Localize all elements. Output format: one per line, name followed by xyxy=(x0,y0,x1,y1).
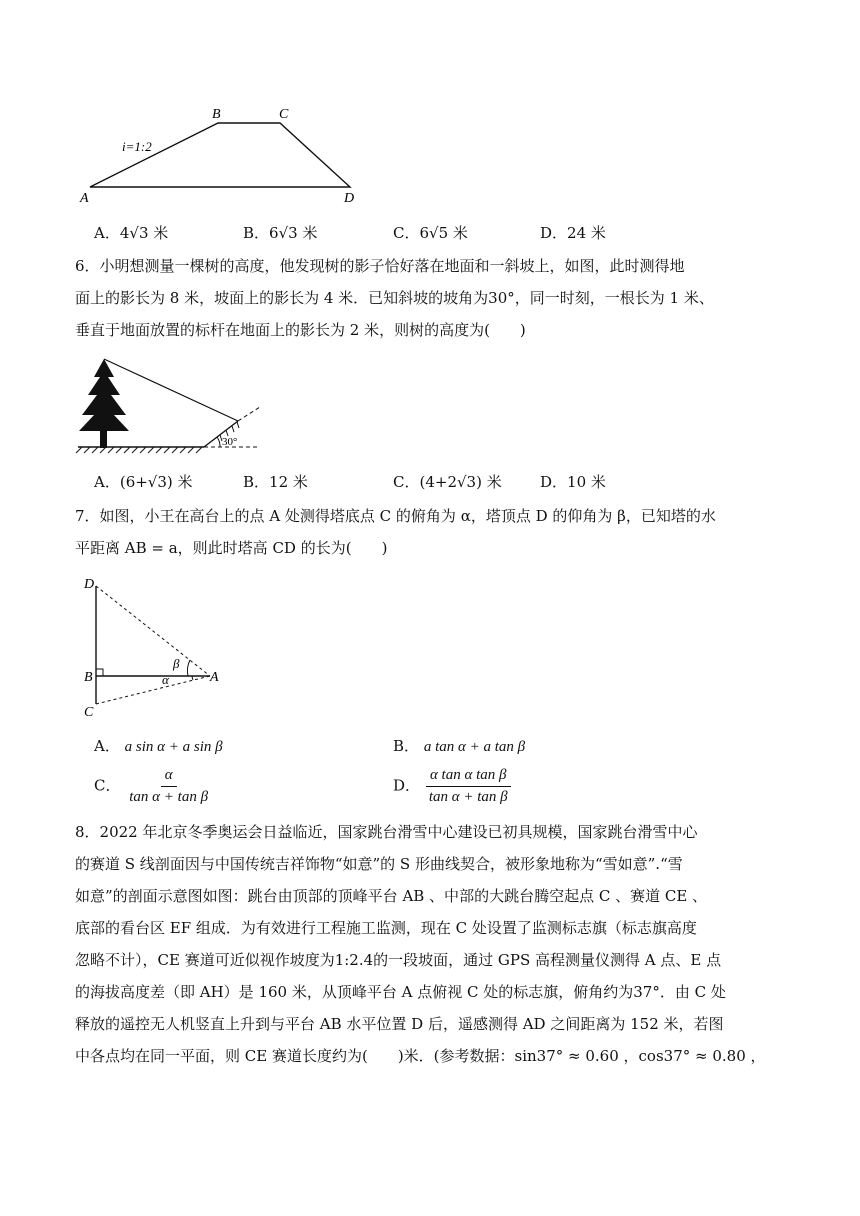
q7-option-a-letter: A． xyxy=(94,737,120,755)
q7-option-c-letter: C． xyxy=(94,776,121,795)
point-b-label: B xyxy=(84,670,93,685)
point-a-label: A xyxy=(210,670,219,685)
q5-option-a-letter: A． xyxy=(94,224,120,242)
q5-option-a-text: 4√3 米 xyxy=(119,224,169,242)
q8-line-1: 8．2022 年北京冬季奥运会日益临近，国家跳台滑雪中心建设已初具规模，国家跳台滑雪中心 xyxy=(75,823,698,841)
q7-option-b-letter: B． xyxy=(393,737,420,755)
q7-option-d-letter: D． xyxy=(393,776,421,795)
q6-option-b[interactable] xyxy=(243,471,308,492)
point-c-label: C xyxy=(84,705,94,720)
alpha-label: α xyxy=(162,672,169,687)
q5-option-a[interactable] xyxy=(94,222,168,243)
q7-option-c-numerator: α xyxy=(161,767,177,787)
point-b-label: B xyxy=(212,107,221,122)
q6-option-b-text: 12 米 xyxy=(269,473,308,491)
point-c-label: C xyxy=(279,107,289,122)
q7-stem xyxy=(75,500,716,564)
q6-option-c[interactable] xyxy=(393,471,502,492)
q7-option-d-denominator: tan α + tan β xyxy=(428,789,508,805)
q7-option-b-text: a tan α + a tan β xyxy=(423,739,526,755)
slope-dashed xyxy=(238,407,260,421)
q6-stem xyxy=(75,250,714,346)
q8-stem xyxy=(75,816,766,1072)
beta-label: β xyxy=(173,656,180,671)
tower-figure xyxy=(80,574,230,720)
tree-shadow-figure xyxy=(74,355,274,455)
point-a-label: A xyxy=(80,191,89,206)
q6-line-1: 6．小明想测量一棵树的高度，他发现树的影子恰好落在地面和一斜坡上，如图，此时测得地 xyxy=(75,257,685,275)
sun-ray-line xyxy=(104,359,238,421)
q7-option-c-fraction xyxy=(125,767,212,806)
q6-option-a-text: (6+√3) 米 xyxy=(119,473,193,491)
q7-option-d[interactable] xyxy=(393,767,512,806)
q5-option-b-text: 6√3 米 xyxy=(269,224,318,242)
q7-option-b[interactable] xyxy=(393,735,525,756)
q6-option-d-text: 10 米 xyxy=(567,473,606,491)
q5-option-c-text: 6√5 米 xyxy=(419,224,468,242)
q6-line-2: 面上的影长为 8 米，坡面上的影长为 4 米．已知斜坡的坡角为30°，同一时刻，一根长为 1 米、 xyxy=(75,289,714,307)
slope-ratio-label: i=1:2 xyxy=(122,139,152,154)
q8-line-8: 中各点均在同一平面，则 CE 赛道长度约为( )米．(参考数据：sin37° ≈ 0.60 ，cos37° ≈ 0.80 ， xyxy=(75,1047,766,1065)
point-d-label: D xyxy=(344,191,355,206)
q8-line-7: 释放的遥控无人机竖直上升到与平台 AB 水平位置 D 后，遥感测得 AD 之间距离为 152 米，若图 xyxy=(75,1015,724,1033)
q7-line-2: 平距离 AB = a，则此时塔高 CD 的长为( ) xyxy=(75,539,388,557)
tree-icon xyxy=(79,359,129,448)
q7-option-d-numerator: α tan α tan β xyxy=(426,767,511,787)
q5-option-c[interactable] xyxy=(393,222,468,243)
right-angle-mark xyxy=(96,669,103,676)
sight-line-ac xyxy=(96,676,210,704)
q7-option-c-denominator: tan α + tan β xyxy=(129,789,209,805)
q5-option-d[interactable] xyxy=(540,222,606,243)
q6-option-d[interactable] xyxy=(540,471,606,492)
q8-line-3: 如意”的剖面示意图如图：跳台由顶部的顶峰平台 AB 、中部的大跳台腾空起点 C 、赛道 CE 、 xyxy=(75,887,708,905)
q7-option-a-text: a sin α + a sin β xyxy=(124,739,223,755)
q6-option-d-letter: D． xyxy=(540,473,568,491)
q5-option-b[interactable] xyxy=(243,222,317,243)
q8-line-6: 的海拔高度差（即 AH）是 160 米，从顶峰平台 A 点俯视 C 处的标志旗，俯角约为37°．由 C 处 xyxy=(75,983,726,1001)
q6-option-a-letter: A． xyxy=(94,473,120,491)
q6-option-c-text: (4+2√3) 米 xyxy=(419,473,502,491)
q8-line-5: 忽略不计），CE 赛道可近似视作坡度为1:2.4的一段坡面，通过 GPS 高程测量仪测得 A 点、E 点 xyxy=(75,951,722,969)
trapezoid-shape xyxy=(90,123,350,187)
point-d-label: D xyxy=(84,577,95,592)
q7-option-c[interactable] xyxy=(94,767,212,806)
q5-option-b-letter: B． xyxy=(243,224,270,242)
q7-option-a[interactable] xyxy=(94,735,223,756)
q7-option-d-fraction xyxy=(425,767,512,806)
q6-option-b-letter: B． xyxy=(243,473,270,491)
q5-option-d-text: 24 米 xyxy=(567,224,606,242)
q8-line-4: 底部的看台区 EF 组成．为有效进行工程施工监测，现在 C 处设置了监测标志旗（标志旗高度 xyxy=(75,919,697,937)
q5-option-d-letter: D． xyxy=(540,224,568,242)
angle-arc xyxy=(217,437,220,447)
sight-line-ad xyxy=(96,586,210,676)
q8-line-2: 的赛道 S 线剖面因与中国传统吉祥饰物“如意”的 S 形曲线契合，被形象地称为“雪如意”.“雪 xyxy=(75,855,683,873)
slope-angle-label: 30° xyxy=(222,436,238,448)
trapezoid-figure xyxy=(78,100,368,210)
q6-option-a[interactable] xyxy=(94,471,193,492)
q7-line-1: 7．如图，小王在高台上的点 A 处测得塔底点 C 的俯角为 α，塔顶点 D 的仰角为 β，已知塔的水 xyxy=(75,507,716,525)
q6-option-c-letter: C． xyxy=(393,473,420,491)
q5-option-c-letter: C． xyxy=(393,224,420,242)
q6-line-3: 垂直于地面放置的标杆在地面上的影长为 2 米，则树的高度为( ) xyxy=(75,321,526,339)
ground-hatching xyxy=(76,447,202,453)
beta-arc xyxy=(187,660,190,676)
